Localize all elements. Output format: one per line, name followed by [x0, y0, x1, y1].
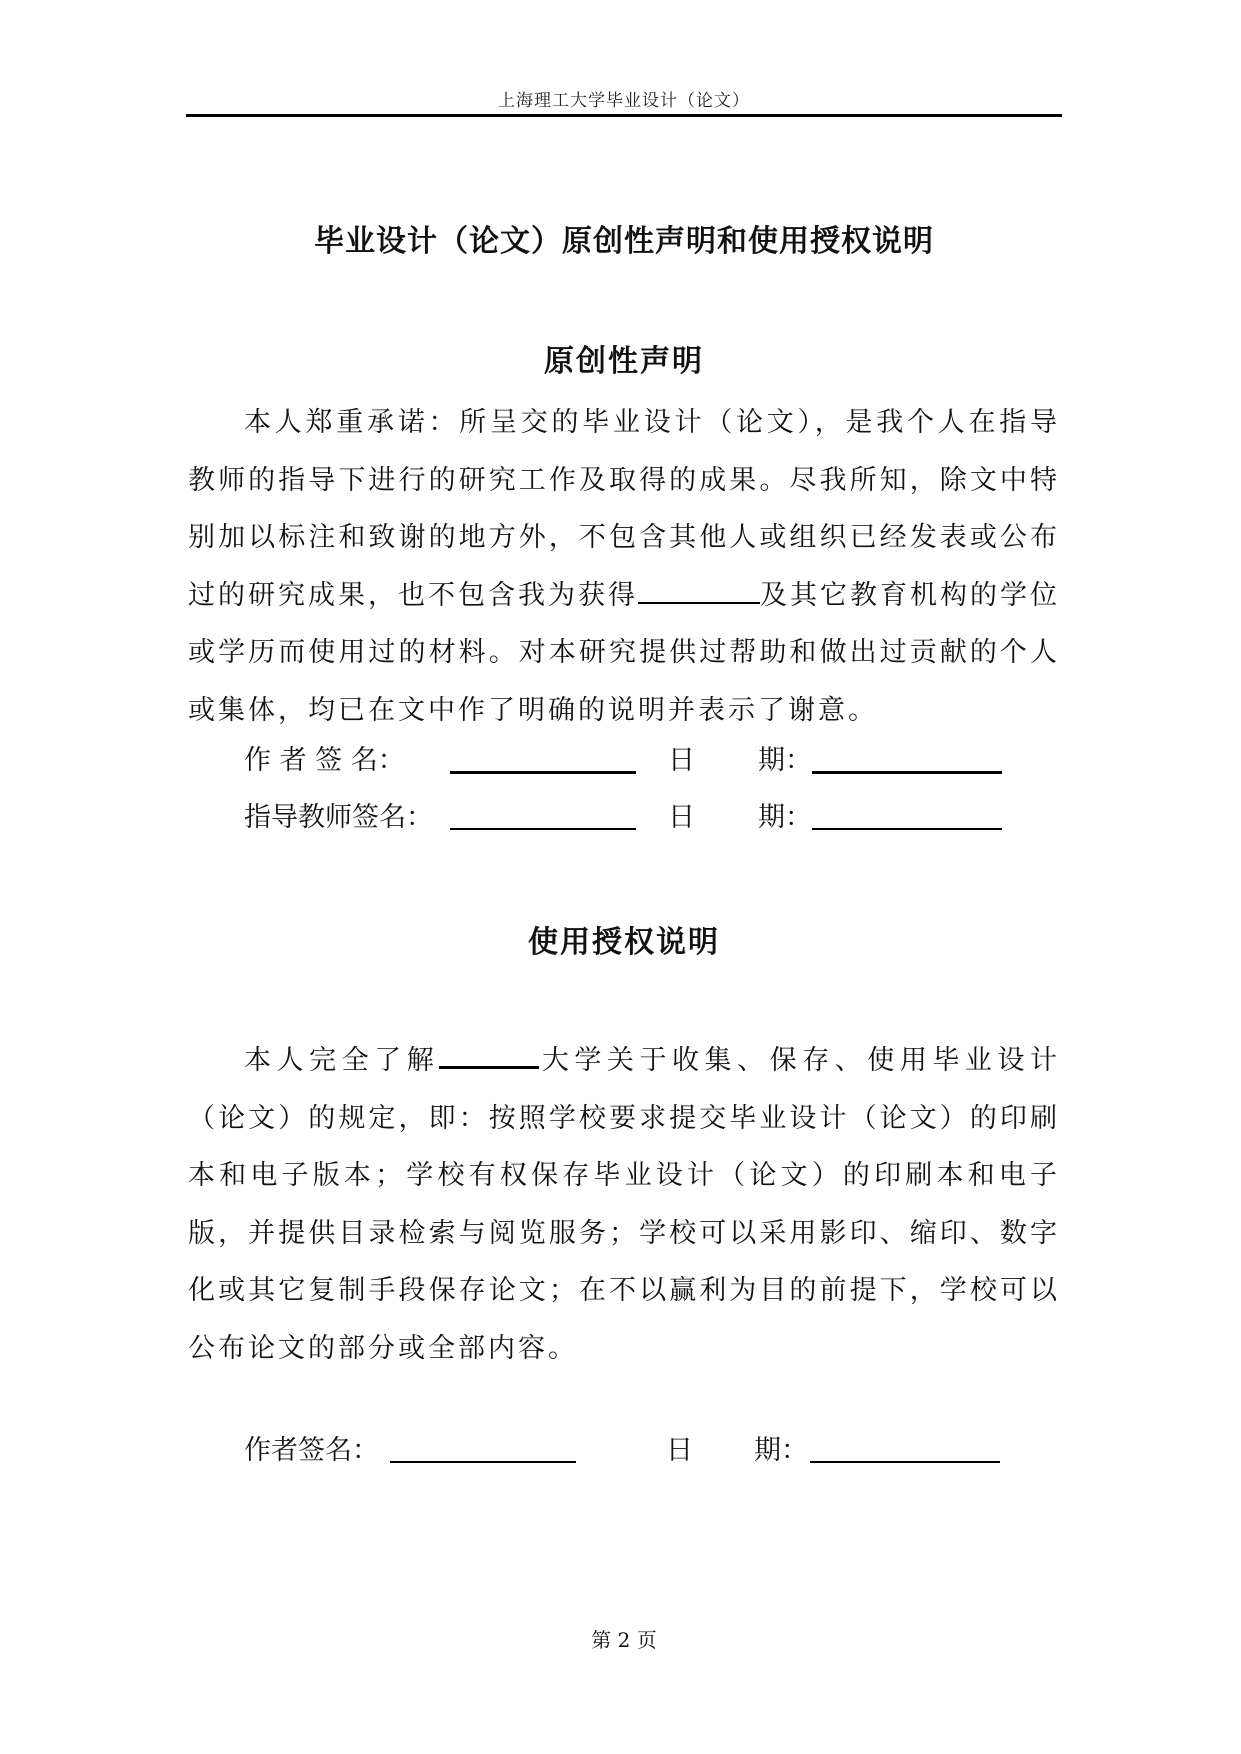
running-header: 上海理工大学毕业设计（论文）	[498, 91, 750, 111]
advisor-sign-label: 指导教师签名：	[244, 802, 433, 833]
authorization-heading: 使用授权说明	[528, 925, 720, 960]
advisor-signature-field[interactable]	[450, 828, 636, 830]
header-rule	[186, 114, 1062, 117]
date-label-char-2: 期：	[758, 745, 812, 776]
date-label-char-1: 日	[666, 1435, 693, 1466]
originality-paragraph	[188, 394, 1060, 739]
author-sign-label: 作者签名：	[244, 1435, 379, 1466]
author-signature-row	[244, 738, 1064, 778]
originality-text-start: 本人郑重承诺：所呈交的毕业设计（论文），是我个人在指导教师的指导下进行的研究工作及取得的成果。尽我所知，除文中特别加以标注和致谢的地方外，不包含其他人或组织已经发表或公布过的研究成果，也不包含我为获得	[188, 407, 1060, 611]
authorization-paragraph	[188, 1032, 1060, 1377]
date-label-char-2: 期：	[754, 1435, 808, 1466]
author-signature-field[interactable]	[390, 1461, 576, 1463]
university-blank[interactable]	[439, 1040, 539, 1069]
author-signature-field[interactable]	[450, 771, 636, 774]
originality-text-end: 及其它教育机构的学位或学历而使用过的材料。对本研究提供过帮助和做出过贡献的个人或集体，均已在文中作了明确的说明并表示了谢意。	[188, 579, 1060, 726]
date-label-char-1: 日	[668, 802, 695, 833]
date-label-char-2: 期：	[758, 802, 812, 833]
author-sign-label: 作 者 签 名：	[244, 745, 405, 776]
advisor-signature-row	[244, 795, 1064, 835]
document-title: 毕业设计（论文）原创性声明和使用授权说明	[314, 224, 934, 259]
author-date-field[interactable]	[810, 1461, 1000, 1463]
degree-blank[interactable]	[638, 576, 760, 604]
originality-heading: 原创性声明	[544, 344, 704, 379]
date-label-char-1: 日	[668, 745, 695, 776]
authorization-signature-row	[244, 1428, 1064, 1468]
authorization-text-end: 大学关于收集、保存、使用毕业设计（论文）的规定，即：按照学校要求提交毕业设计（论文）的印刷本和电子版本；学校有权保存毕业设计（论文）的印刷本和电子版，并提供目录检索与阅览服务；学校可以采用影印、缩印、数字化或其它复制手段保存论文；在不以赢利为目的前提下，学校可以公布论文的部分或全部内容。	[188, 1045, 1061, 1364]
advisor-date-field[interactable]	[812, 828, 1002, 830]
author-date-field[interactable]	[812, 771, 1002, 774]
page-number: 第 2 页	[591, 1628, 657, 1652]
authorization-text-start: 本人完全了解	[244, 1045, 440, 1076]
